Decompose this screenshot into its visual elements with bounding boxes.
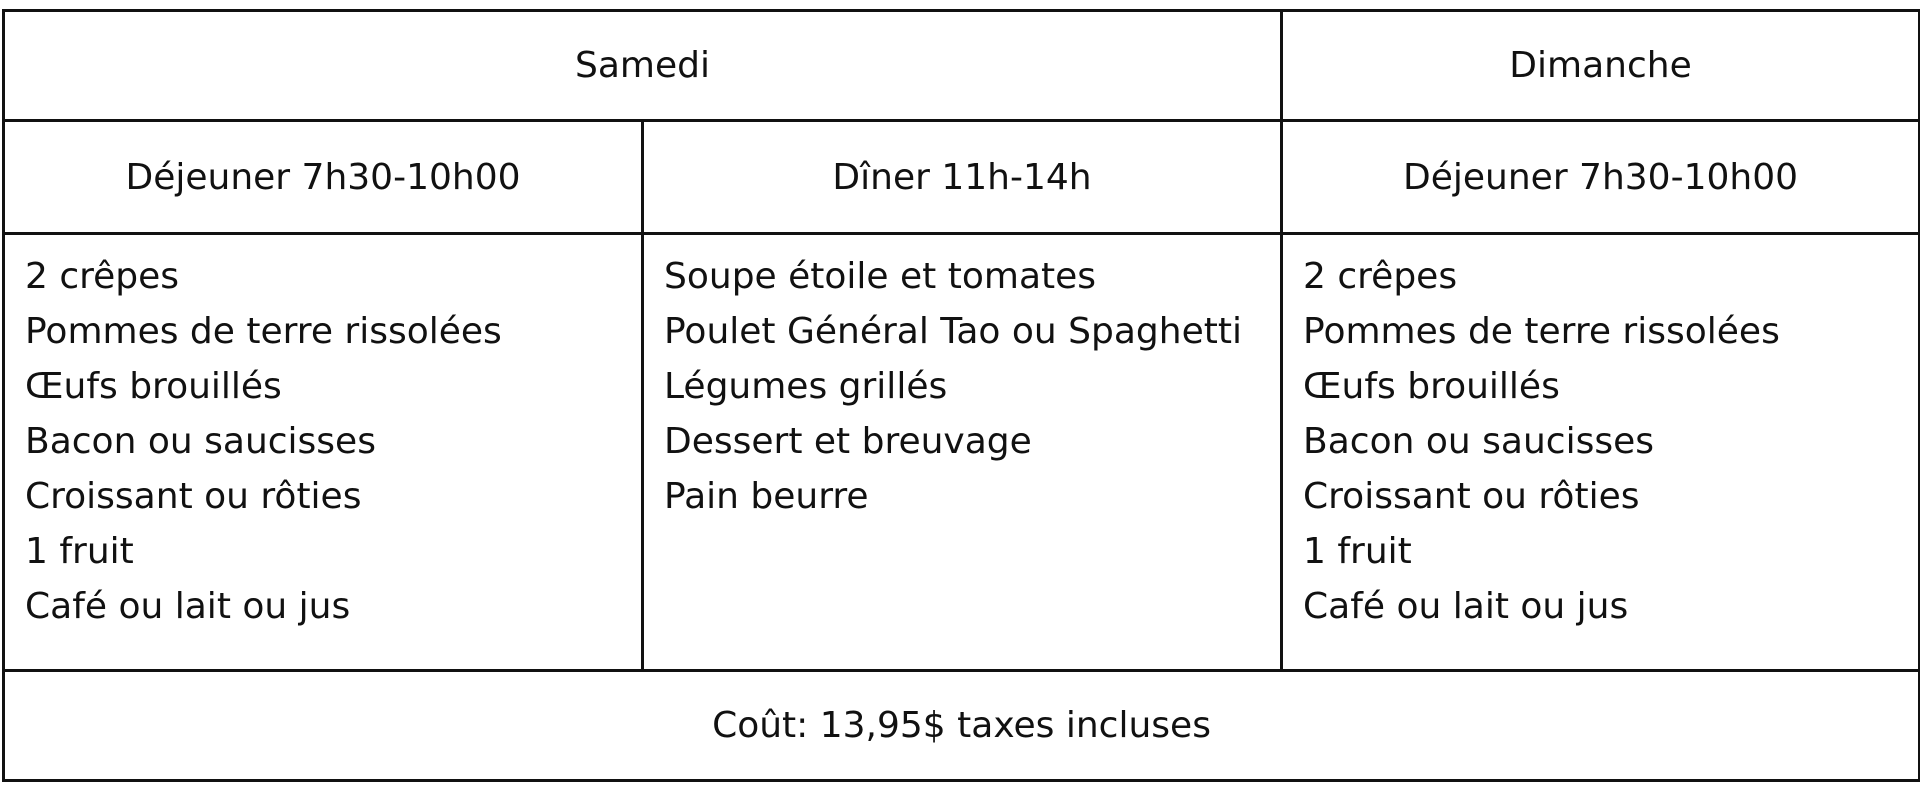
meal-item: Œufs brouillés bbox=[1303, 366, 1560, 407]
day-header-row bbox=[4, 11, 1920, 121]
meal-items-sunday-breakfast bbox=[1282, 234, 1920, 671]
meal-item-list bbox=[25, 249, 621, 634]
meal-item: Dessert et breuvage bbox=[664, 421, 1032, 462]
meal-items-saturday-breakfast bbox=[4, 234, 643, 671]
meal-item: Pommes de terre rissolées bbox=[1303, 311, 1780, 352]
meal-title-saturday-breakfast: Déjeuner 7h30-10h00 bbox=[4, 121, 643, 234]
meal-title-sunday-breakfast: Déjeuner 7h30-10h00 bbox=[1282, 121, 1920, 234]
meal-header-row bbox=[4, 121, 1920, 234]
meal-title-saturday-lunch: Dîner 11h-14h bbox=[643, 121, 1282, 234]
meal-item: Soupe étoile et tomates bbox=[664, 256, 1097, 297]
meal-items-row bbox=[4, 234, 1920, 671]
menu-table bbox=[2, 9, 1920, 782]
meal-item: Œufs brouillés bbox=[25, 366, 282, 407]
day-saturday: Samedi bbox=[4, 11, 1282, 121]
meal-item: 2 crêpes bbox=[1303, 256, 1458, 297]
meal-item: Café ou lait ou jus bbox=[1303, 586, 1629, 627]
meal-item: Pain beurre bbox=[664, 476, 869, 517]
meal-item: Bacon ou saucisses bbox=[25, 421, 376, 462]
meal-item: Pommes de terre rissolées bbox=[25, 311, 502, 352]
meal-item: 2 crêpes bbox=[25, 256, 180, 297]
meal-item: Café ou lait ou jus bbox=[25, 586, 351, 627]
meal-item: Légumes grillés bbox=[664, 366, 948, 407]
day-sunday: Dimanche bbox=[1282, 11, 1920, 121]
meal-item: 1 fruit bbox=[1303, 531, 1412, 572]
meal-item: Bacon ou saucisses bbox=[1303, 421, 1654, 462]
meal-item: 1 fruit bbox=[25, 531, 134, 572]
meal-item: Poulet Général Tao ou Spaghetti bbox=[664, 311, 1242, 352]
cost-row bbox=[4, 671, 1920, 781]
meal-item-list bbox=[1303, 249, 1898, 634]
meal-item: Croissant ou rôties bbox=[1303, 476, 1640, 517]
meal-item-list bbox=[664, 249, 1260, 524]
cost-text: Coût: 13,95$ taxes incluses bbox=[4, 671, 1920, 781]
meal-item: Croissant ou rôties bbox=[25, 476, 362, 517]
meal-items-saturday-lunch bbox=[643, 234, 1282, 671]
